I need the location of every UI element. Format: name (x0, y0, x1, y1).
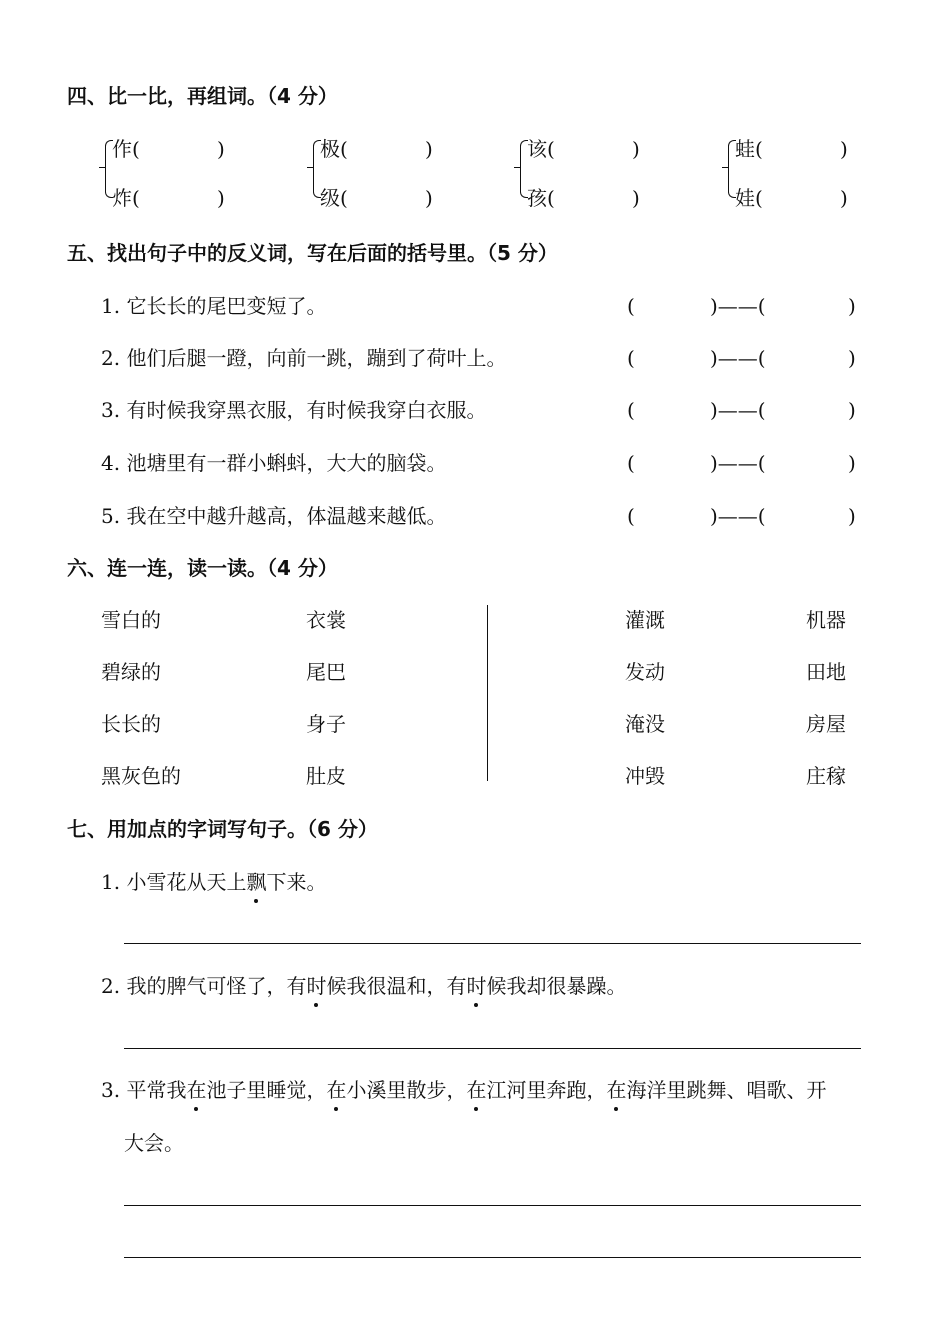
paren-close: ) (425, 137, 433, 161)
text: 江河里奔跑， (486, 1078, 607, 1102)
match-left-target: 肚皮 (306, 764, 346, 788)
answer-open-5: ( (627, 504, 635, 528)
word-bottom-3: 孩( (527, 186, 555, 210)
answer-dash-3: )——( (710, 398, 766, 422)
text: 我却很暴躁。 (506, 974, 627, 998)
answer-dash-4: )——( (710, 451, 766, 475)
match-left-word: 雪白的 (101, 608, 161, 632)
match-right-word: 发动 (625, 660, 665, 684)
sentence-5: 5. 我在空中越升越高，体温越来越低。 (101, 504, 447, 528)
answer-open-2: ( (627, 346, 635, 370)
word-bottom-4: 娃( (735, 186, 763, 210)
match-right-target: 田地 (806, 660, 846, 684)
dotted-word: 在 (466, 1078, 487, 1102)
prompt-sentence-3 (101, 1080, 826, 1100)
section6-title: 六、连一连，读一读。（4 分） (67, 556, 338, 580)
match-right-target: 机器 (806, 608, 846, 632)
prompt-sentence-3-cont: 大会。 (124, 1131, 184, 1155)
match-right-target: 庄稼 (806, 764, 846, 788)
answer-dash-5: )——( (710, 504, 766, 528)
dotted-word: 有时候 (286, 974, 347, 998)
paren-close: ) (632, 137, 640, 161)
text: 池子里睡觉， (206, 1078, 327, 1102)
text: 3. 平常我 (101, 1078, 187, 1102)
answer-dash-2: )——( (710, 346, 766, 370)
answer-open-4: ( (627, 451, 635, 475)
paren-close: ) (632, 186, 640, 210)
match-left-word: 长长的 (101, 712, 161, 736)
sentence-4: 4. 池塘里有一群小蝌蚪，大大的脑袋。 (101, 451, 447, 475)
answer-open-3: ( (627, 398, 635, 422)
match-left-target: 尾巴 (306, 660, 346, 684)
writing-line-4[interactable] (124, 1257, 861, 1258)
answer-open-1: ( (627, 294, 635, 318)
writing-line-1[interactable] (124, 943, 861, 944)
section4-title: 四、比一比，再组词。（4 分） (67, 84, 338, 108)
paren-close: ) (217, 186, 225, 210)
dotted-word: 在 (326, 1078, 347, 1102)
paren-close: ) (425, 186, 433, 210)
answer-close-2: ) (848, 346, 856, 370)
text: 2. 我的脾气可怪了， (101, 974, 287, 998)
match-left-word: 黑灰色的 (101, 764, 181, 788)
match-left-target: 身子 (306, 712, 346, 736)
dotted-word: 飘 (246, 870, 267, 894)
match-right-word: 淹没 (625, 712, 665, 736)
answer-close-3: ) (848, 398, 856, 422)
answer-close-5: ) (848, 504, 856, 528)
section7-title: 七、用加点的字词写句子。（6 分） (67, 817, 378, 841)
word-top-2: 极( (320, 137, 348, 161)
paren-close: ) (217, 137, 225, 161)
text: 我很温和， (346, 974, 447, 998)
prompt-sentence-2 (101, 976, 626, 996)
text: 海洋里跳舞、唱歌、开 (626, 1078, 827, 1102)
text: 小溪里散步， (346, 1078, 467, 1102)
section5-title: 五、找出句子中的反义词，写在后面的括号里。（5 分） (67, 241, 558, 265)
writing-line-3[interactable] (124, 1205, 861, 1206)
word-bottom-1: 炸( (112, 186, 140, 210)
match-left-target: 衣裳 (306, 608, 346, 632)
text: 1. 小雪花从天上 (101, 870, 247, 894)
paren-close: ) (840, 186, 848, 210)
writing-line-2[interactable] (124, 1048, 861, 1049)
match-right-word: 冲毁 (625, 764, 665, 788)
dotted-word: 在 (186, 1078, 207, 1102)
prompt-sentence-1 (101, 872, 326, 892)
divider-line (487, 605, 488, 781)
dotted-word: 有时候 (446, 974, 507, 998)
word-bottom-2: 级( (320, 186, 348, 210)
match-right-word: 灌溉 (625, 608, 665, 632)
match-left-word: 碧绿的 (101, 660, 161, 684)
dotted-word: 在 (606, 1078, 627, 1102)
word-top-3: 该( (527, 137, 555, 161)
answer-dash-1: )——( (710, 294, 766, 318)
sentence-1: 1. 它长长的尾巴变短了。 (101, 294, 327, 318)
match-right-target: 房屋 (806, 712, 846, 736)
answer-close-4: ) (848, 451, 856, 475)
text: 下来。 (266, 870, 327, 894)
sentence-2: 2. 他们后腿一蹬，向前一跳，蹦到了荷叶上。 (101, 346, 507, 370)
word-top-4: 蛙( (735, 137, 763, 161)
sentence-3: 3. 有时候我穿黑衣服，有时候我穿白衣服。 (101, 398, 487, 422)
word-top-1: 作( (112, 137, 140, 161)
answer-close-1: ) (848, 294, 856, 318)
paren-close: ) (840, 137, 848, 161)
